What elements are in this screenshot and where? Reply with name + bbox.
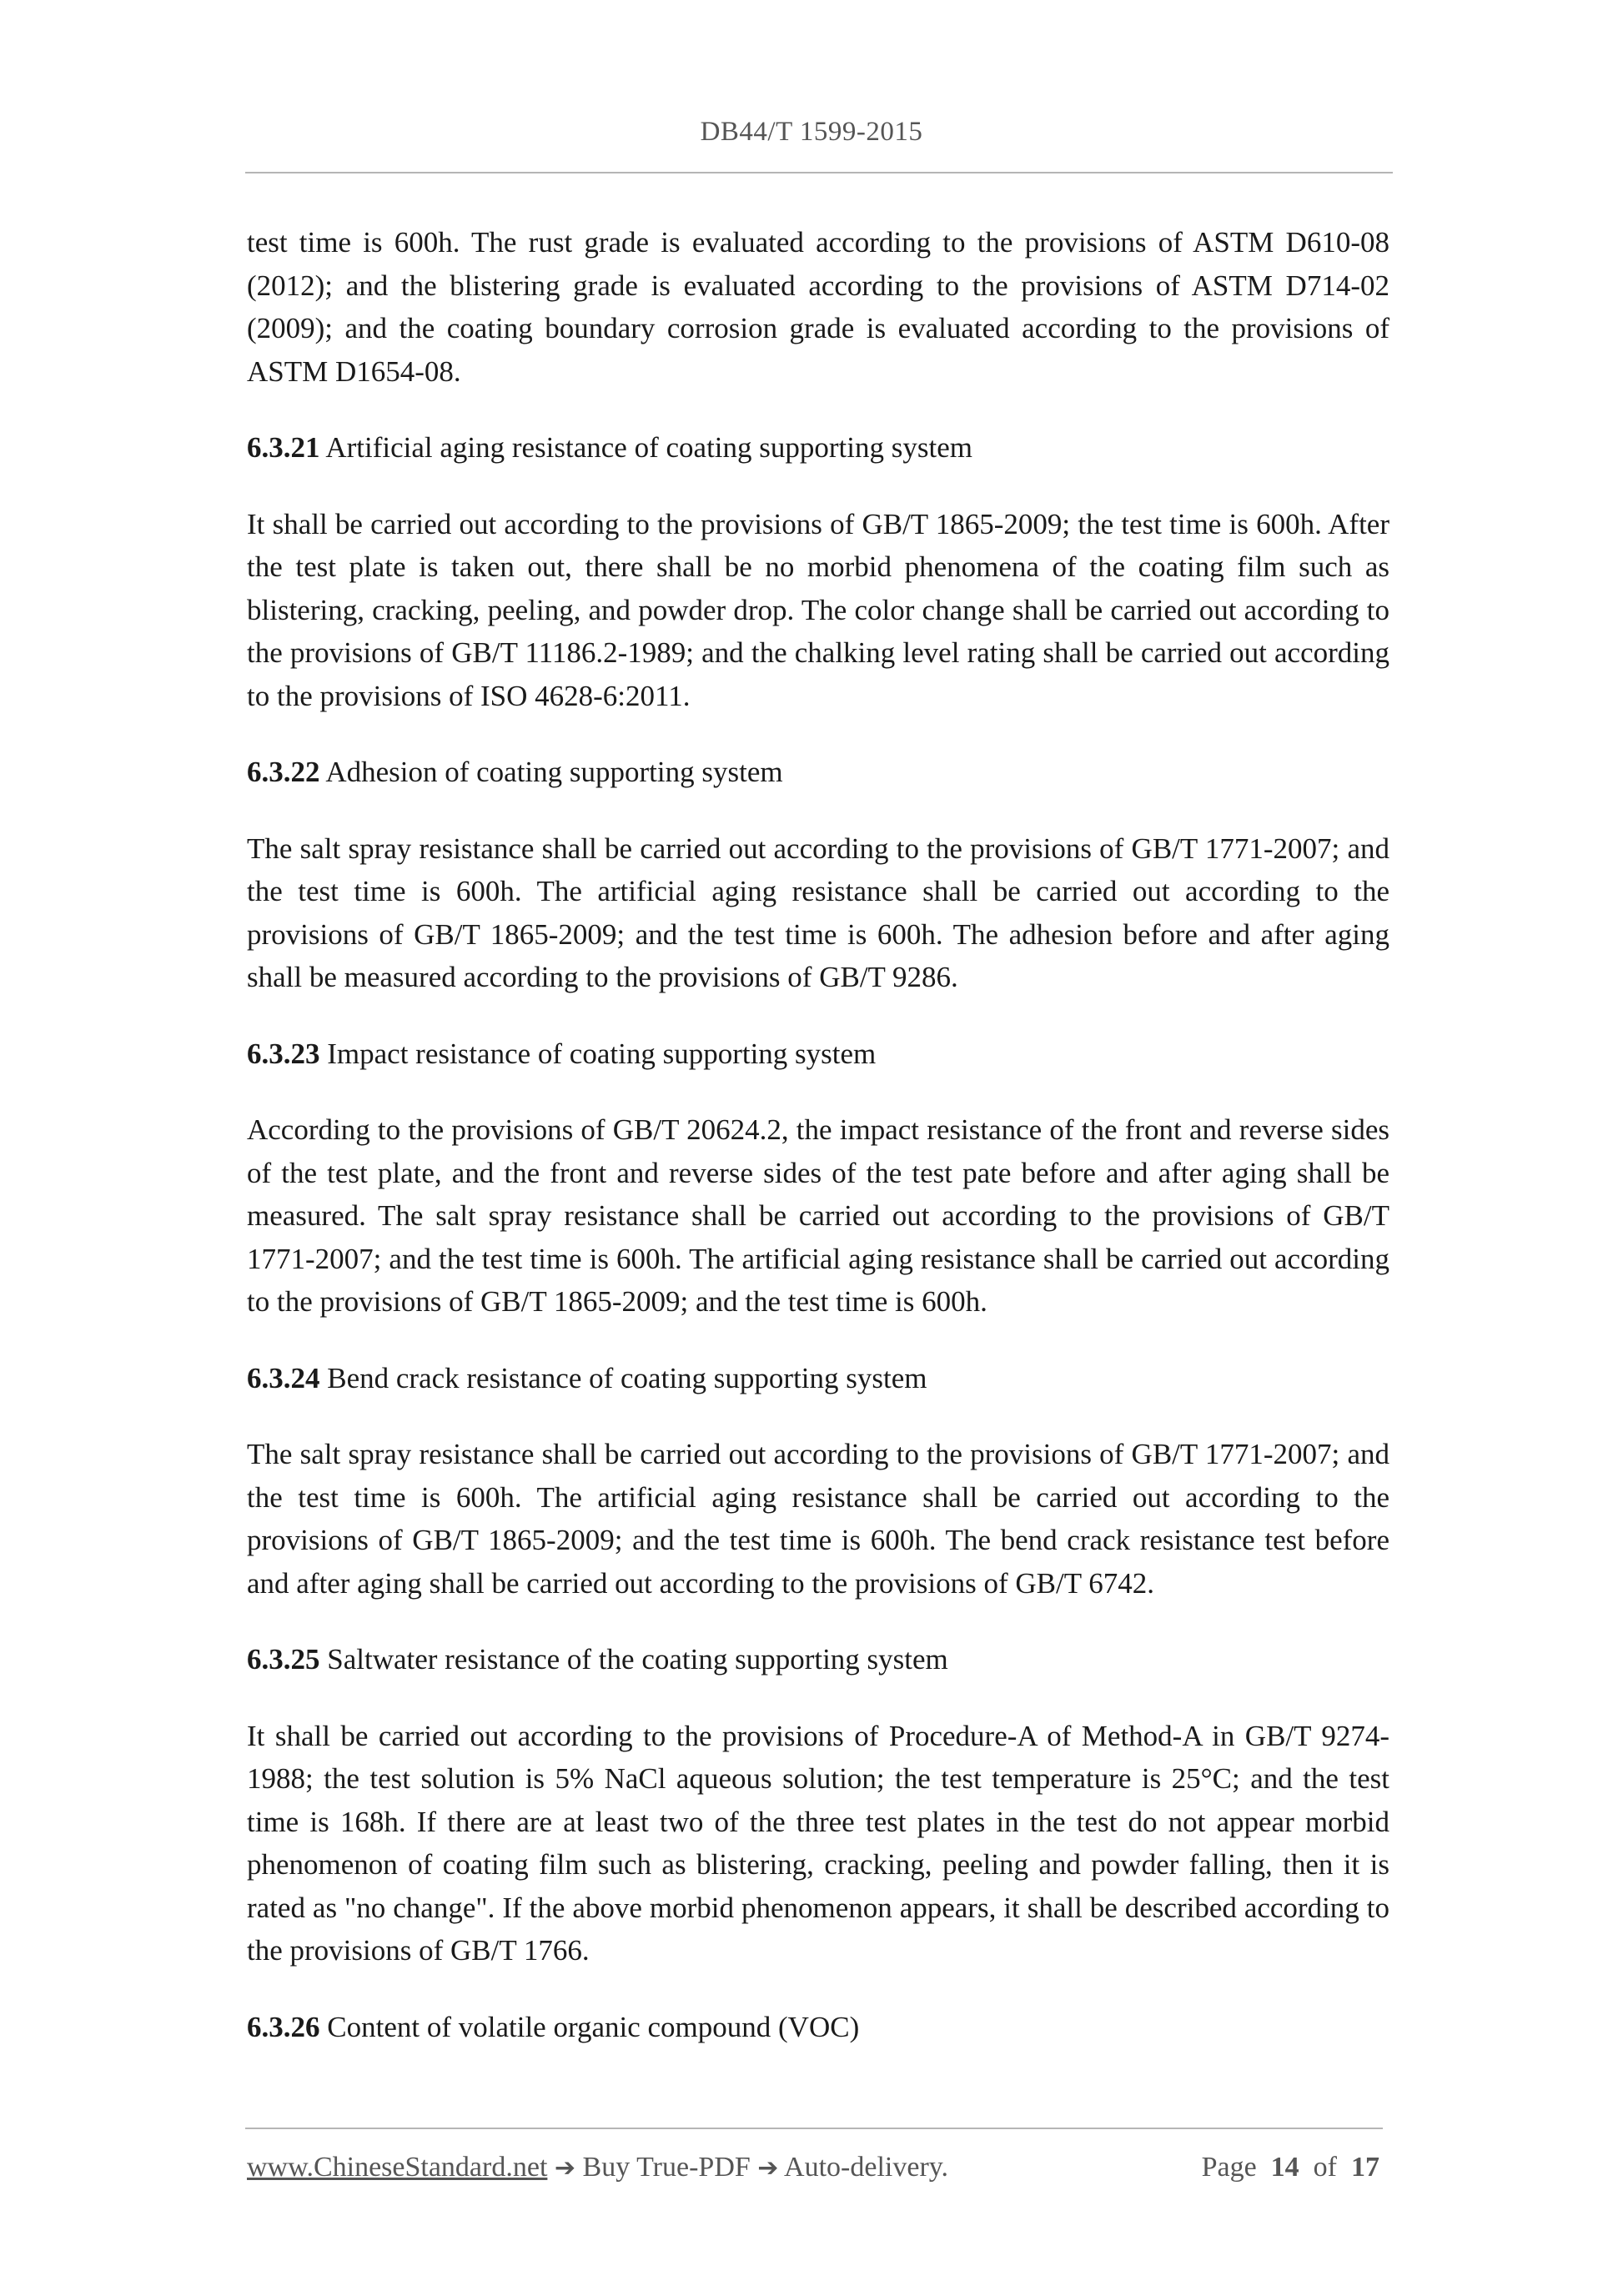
document-body <box>247 221 1389 2048</box>
page-footer <box>247 2152 1384 2193</box>
section-number: 6.3.23 <box>247 1037 320 1070</box>
section-title: Saltwater resistance of the coating supporting system <box>327 1643 948 1676</box>
section-number: 6.3.21 <box>247 431 320 464</box>
section-title: Bend crack resistance of coating supporting system <box>327 1361 927 1394</box>
section-title: Adhesion of coating supporting system <box>325 756 783 788</box>
paragraph-continued: test time is 600h. The rust grade is evaluated according to the provisions of ASTM D610-08 (2012); and the blistering grade is evaluated according to the provisions of ASTM D714-02 (2009); and the coating boundary corrosion grade is evaluated according to the provisions of ASTM D1654-08. <box>247 226 1389 388</box>
header-divider <box>245 172 1393 173</box>
page-indicator <box>1202 2152 1379 2183</box>
website-link[interactable]: www.ChineseStandard.net <box>247 2152 548 2183</box>
arrow-right-icon: ➔ <box>554 2153 576 2183</box>
section-heading-6-3-26 <box>247 2006 1389 2049</box>
footer-divider <box>245 2128 1383 2129</box>
page-label: Page <box>1201 2152 1257 2183</box>
buy-pdf-text: Buy True-PDF <box>582 2152 751 2183</box>
document-header-title: DB44/T 1599-2015 <box>700 117 923 147</box>
footer-promo <box>247 2152 948 2183</box>
section-title: Impact resistance of coating supporting system <box>327 1037 877 1070</box>
section-heading-6-3-22 <box>247 751 1389 794</box>
section-title: Content of volatile organic compound (VOC) <box>327 2010 860 2043</box>
page-of-label: of <box>1313 2152 1337 2183</box>
section-number: 6.3.26 <box>247 2010 320 2043</box>
total-pages-number: 17 <box>1351 2152 1379 2183</box>
section-heading-6-3-21 <box>247 426 1389 470</box>
paragraph-6-3-24: The salt spray resistance shall be carried out according to the provisions of GB/T 1771-2007; and the test time is 600h. The artificial aging resistance shall be carried out according to the provisions of GB/T 1865-2009; and the test time is 600h. The bend crack resistance test before and after aging shall be carried out according to the provisions of GB/T 6742. <box>247 1438 1389 1600</box>
paragraph-6-3-22: The salt spray resistance shall be carried out according to the provisions of GB/T 1771-2007; and the test time is 600h. The artificial aging resistance shall be carried out according to the provisions of GB/T 1865-2009; and the test time is 600h. The adhesion before and after aging shall be measured according to the provisions of GB/T 9286. <box>247 831 1389 993</box>
paragraph-6-3-23: According to the provisions of GB/T 20624.2, the impact resistance of the front and reverse sides of the test plate, and the front and reverse sides of the test pate before and after aging shall be measured. The salt spray resistance shall be carried out according to the provisions of GB/T 1771-2007; and the test time is 600h. The artificial aging resistance shall be carried out according to the provisions of GB/T 1865-2009; and the test time is 600h. <box>247 1113 1389 1318</box>
section-number: 6.3.22 <box>247 756 320 788</box>
section-heading-6-3-23 <box>247 1032 1389 1076</box>
section-number: 6.3.24 <box>247 1361 320 1394</box>
arrow-right-icon: ➔ <box>757 2153 779 2183</box>
current-page-number: 14 <box>1270 2152 1299 2183</box>
section-title: Artificial aging resistance of coating supporting system <box>325 431 972 464</box>
auto-delivery-text: Auto-delivery. <box>784 2152 949 2183</box>
paragraph-6-3-21: It shall be carried out according to the provisions of GB/T 1865-2009; the test time is 600h. After the test plate is taken out, there shall be no morbid phenomena of the coating film such as blistering, cracking, peeling, and powder drop. The color change shall be carried out according to the provisions of GB/T 11186.2-1989; and the chalking level rating shall be carried out according to the provisions of ISO 4628-6:2011. <box>247 507 1389 712</box>
section-number: 6.3.25 <box>247 1643 320 1676</box>
section-heading-6-3-24 <box>247 1357 1389 1400</box>
paragraph-6-3-25: It shall be carried out according to the provisions of Procedure-A of Method-A in GB/T 9274-1988; the test solution is 5% NaCl aqueous solution; the test temperature is 25°C; and the test time is 168h. If there are at least two of the three test plates in the test do not appear morbid phenomenon of coating film such as blistering, cracking, peeling and powder falling, then it is rated as "no change". If the above morbid phenomenon appears, it shall be described according to the provisions of GB/T 1766. <box>247 1719 1389 1967</box>
section-heading-6-3-25 <box>247 1638 1389 1681</box>
